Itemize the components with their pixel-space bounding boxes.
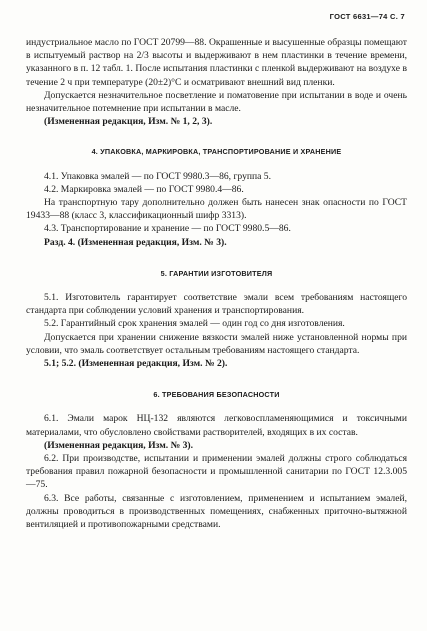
section-4-paragraph-3: На транспортную тару дополнительно должен быть нанесен знак опасности по ГОСТ 19433—88 (класс 3, классификационный шифр 3313). <box>26 197 407 222</box>
section-4-paragraph-4: 4.3. Транспортирование и хранение — по ГОСТ 9980.5—86. <box>44 223 291 235</box>
section-5-paragraph-2: 5.2. Гарантийный срок хранения эмалей — один год со дня изготовления. <box>44 318 345 330</box>
section-6-paragraph-2: 6.2. При производстве, испытании и применении эмалей должны строго соблюдаться требования правил пожарной безопасности и промышленной санитарии по ГОСТ 12.3.005—75. <box>26 453 407 491</box>
section-6-heading: 6. ТРЕБОВАНИЯ БЕЗОПАСНОСТИ <box>153 390 280 400</box>
section-6-paragraph-1: 6.1. Эмали марок НЦ-132 являются легковоспламеняющимися и токсичными материалами, что обусловлено свойствами растворителей, входящих в их состав. <box>26 413 407 438</box>
intro-paragraph-2: Допускается незначительное посветление и поматовение при испытании в воде и очень незначительное потемнение при испытании в масле. <box>26 89 407 115</box>
section-5-heading: 5. ГАРАНТИИ ИЗГОТОВИТЕЛЯ <box>160 268 273 278</box>
document-body <box>26 36 407 531</box>
intro-paragraph-1: индустриальное масло по ГОСТ 20799—88. Окрашенные и высушенные образцы помещают в испытуемый раствор на 2/3 высоты и выдерживают в нем пластинки в течение времени, указанного в п. 12 табл. 1. После испытания пластинки с пленкой выдерживают на воздухе в течение 2 ч при температуре (20±2)°С и осматривают внешний вид пленки. <box>26 37 407 88</box>
section-6-amendment-note: (Измененная редакция, Изм. № 3). <box>44 439 194 451</box>
intro-amendment-note: (Измененная редакция, Изм. № 1, 2, 3). <box>44 116 213 128</box>
section-5-paragraph-1: 5.1. Изготовитель гарантирует соответствие эмали всем требованиям настоящего стандарта при соблюдении условий хранения и транспортирования. <box>26 292 407 317</box>
section-4-amendment-note: Разд. 4. (Измененная редакция, Изм. № 3). <box>44 236 227 248</box>
section-6-paragraph-3: 6.3. Все работы, связанные с изготовлением, применением и испытанием эмалей, должны проводиться в производственных помещениях, снабженных приточно-вытяжной вентиляцией и противопожарными средствами. <box>26 492 407 531</box>
section-4-heading: 4. УПАКОВКА, МАРКИРОВКА, ТРАНСПОРТИРОВАНИЕ И ХРАНЕНИЕ <box>91 147 342 157</box>
section-4-paragraph-2: 4.2. Маркировка эмалей — по ГОСТ 9980.4—86. <box>44 183 244 195</box>
section-5-paragraph-3: Допускается при хранении снижение вязкости эмалей ниже установленной нормы при условии, что эмаль соответствует остальным требованиям настоящего стандарта. <box>26 331 407 356</box>
section-5-amendment-note: 5.1; 5.2. (Измененная редакция, Изм. № 2). <box>44 358 228 370</box>
page-header: ГОСТ 6631—74 С. 7 <box>329 12 405 21</box>
section-4-paragraph-1: 4.1. Упаковка эмалей — по ГОСТ 9980.3—86, группа 5. <box>44 170 271 182</box>
